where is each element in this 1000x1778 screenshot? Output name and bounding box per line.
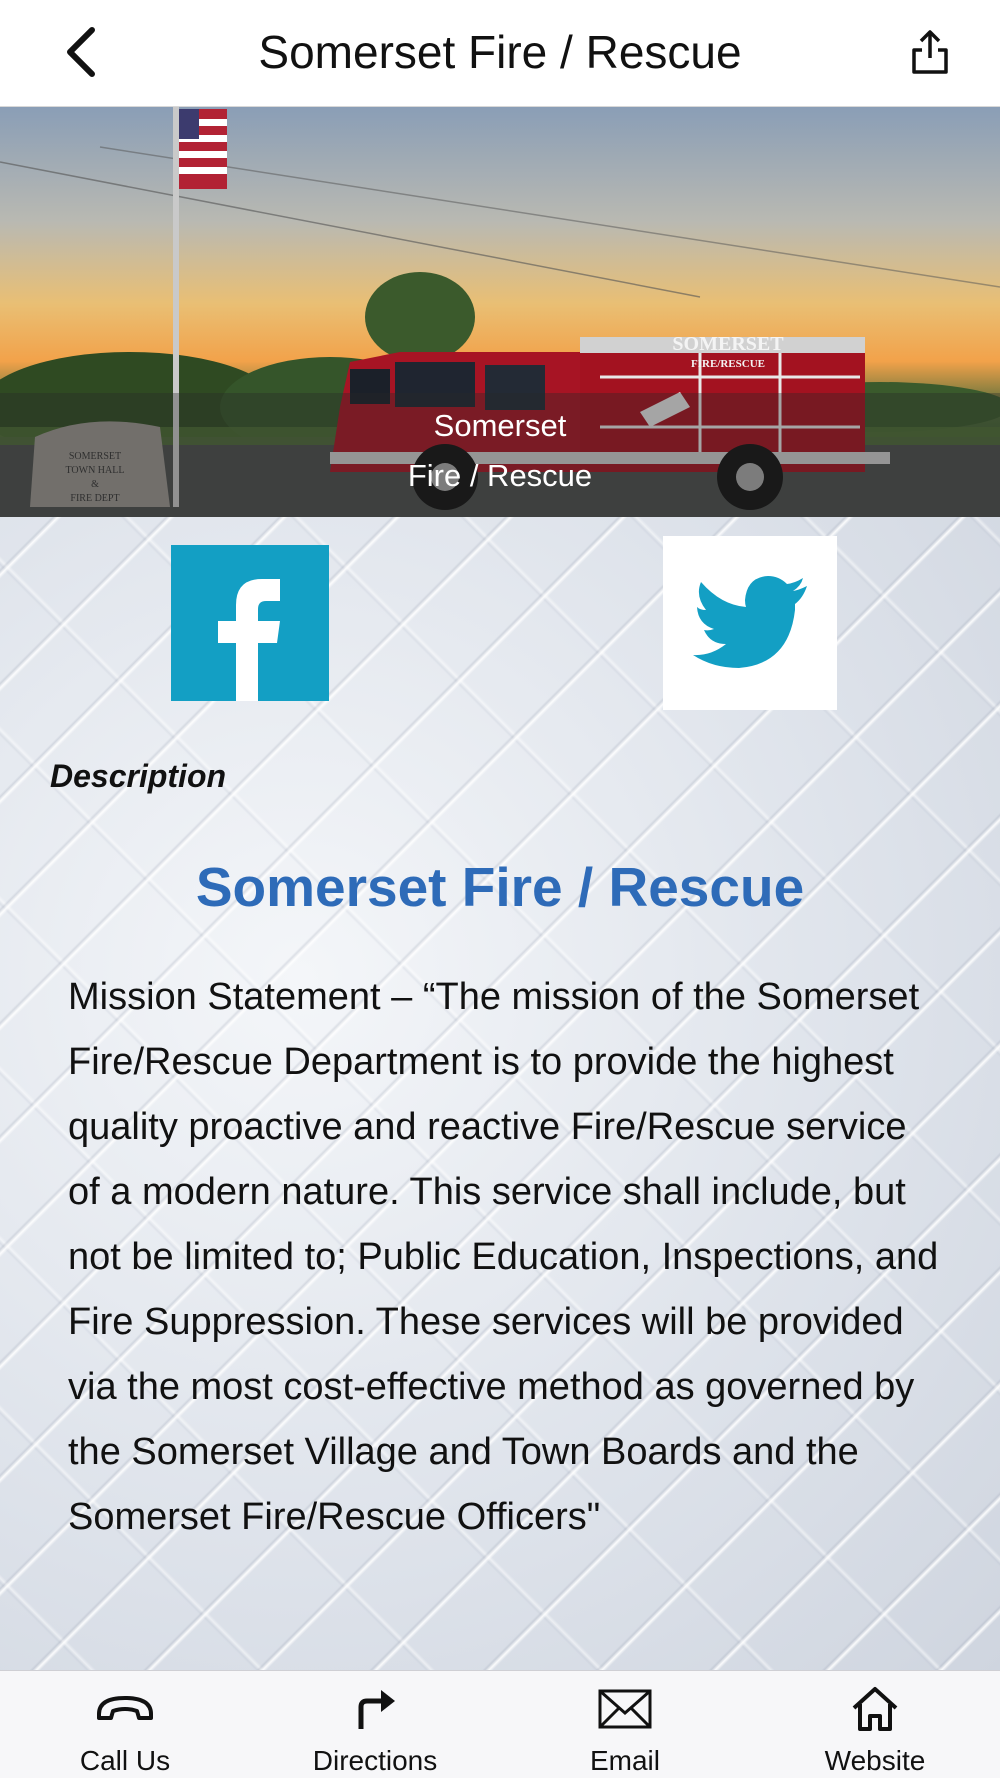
tab-label-email: Email [589,1745,660,1776]
share-icon[interactable] [900,22,960,82]
hero-caption-line2: Fire / Rescue [407,458,593,493]
hero-photo [0,107,1000,517]
page-title: Somerset Fire / Rescue [258,26,742,78]
facebook-button[interactable] [171,545,329,701]
tab-label-directions: Directions [312,1745,438,1776]
tab-label-website: Website [824,1745,926,1776]
mission-statement: Mission Statement – “The mission of the Somerset Fire/Rescue Department is to provide the highest quality proactive and reactive Fire/Rescue service of a modern nature. This service shall include, but not be limited to; Public Education, Inspections, and Fire Suppression. These services will be provided via the most cost-effective method as governed by the Somerset Village and Town Boards and the Somerset Fire/Rescue Officers" [68,976,939,1538]
envelope-icon [595,1685,655,1733]
sign-text: SOMERSET [68,451,122,462]
tab-label-call-us: Call Us [79,1745,171,1776]
tab-call-us[interactable] [0,1671,250,1778]
directions-arrow-icon [345,1685,405,1733]
description-label: Description [50,758,227,794]
tab-directions[interactable] [250,1671,500,1778]
svg-text:TOWN HALL: TOWN HALL [65,465,125,476]
tab-email[interactable] [500,1671,750,1778]
phone-icon [95,1685,155,1733]
truck-lettering: SOMERSET [672,333,784,355]
hero-caption-line1: Somerset [433,408,567,443]
chevron-left-icon[interactable] [50,22,110,82]
content-heading: Somerset Fire / Rescue [195,856,805,918]
bottom-tab-bar [0,1670,1000,1778]
home-icon [845,1685,905,1733]
svg-text:&: & [91,479,99,490]
svg-text:FIRE DEPT: FIRE DEPT [70,493,120,504]
twitter-icon [691,574,809,672]
navigation-bar [0,0,1000,107]
tab-website[interactable] [750,1671,1000,1778]
facebook-icon [210,571,290,701]
svg-text:FIRE/RESCUE: FIRE/RESCUE [691,358,765,370]
hero-caption [0,393,1000,517]
twitter-button[interactable] [663,536,837,710]
